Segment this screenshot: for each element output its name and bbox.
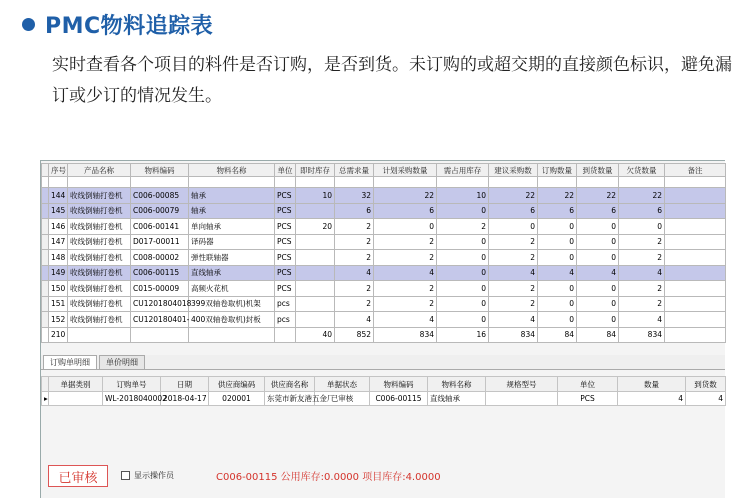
column-header[interactable]: 计划采购数量 (374, 164, 437, 177)
table-cell[interactable]: 10 (296, 188, 335, 204)
row-indicator[interactable] (42, 250, 49, 266)
table-cell[interactable]: 轴承 (189, 188, 275, 204)
table-cell[interactable]: 22 (577, 188, 619, 204)
table-cell[interactable]: 0 (374, 219, 437, 235)
total-cell: 16 (437, 327, 489, 343)
table-cell[interactable]: 收线倒轴打卷机 (68, 296, 131, 312)
table-cell[interactable] (665, 219, 726, 235)
table-cell[interactable]: 0 (437, 281, 489, 297)
table-cell[interactable]: 2 (335, 250, 374, 266)
table-cell[interactable]: C008-00002 (131, 250, 189, 266)
table-cell[interactable]: 收线倒轴打卷机 (68, 188, 131, 204)
table-cell[interactable]: 0 (538, 250, 577, 266)
table-cell[interactable]: pcs (275, 296, 296, 312)
table-cell[interactable]: 弹性联轴器 (189, 250, 275, 266)
column-header[interactable]: 产品名称 (68, 164, 131, 177)
row-indicator[interactable] (42, 265, 49, 281)
table-cell[interactable]: 2 (374, 281, 437, 297)
total-cell: 40 (296, 327, 335, 343)
table-cell[interactable]: 152 (49, 312, 68, 328)
column-header[interactable]: 备注 (665, 164, 726, 177)
table-cell[interactable]: 22 (374, 188, 437, 204)
table-cell[interactable]: 0 (538, 219, 577, 235)
table-cell[interactable]: 0 (538, 296, 577, 312)
table-cell[interactable]: 收线倒轴打卷机 (68, 203, 131, 219)
table-row[interactable] (42, 203, 726, 219)
table-cell[interactable] (665, 250, 726, 266)
row-indicator[interactable] (42, 312, 49, 328)
column-filter-cell[interactable] (489, 177, 538, 188)
table-cell[interactable]: 2 (619, 234, 665, 250)
table-cell[interactable]: PCS (275, 188, 296, 204)
show-operator-checkbox[interactable] (121, 470, 174, 481)
detail-cell[interactable]: 020001 (209, 392, 265, 406)
table-cell[interactable]: 高频火花机 (189, 281, 275, 297)
table-cell[interactable]: PCS (275, 250, 296, 266)
row-indicator[interactable] (42, 219, 49, 235)
table-cell[interactable]: 6 (489, 203, 538, 219)
row-indicator[interactable] (42, 281, 49, 297)
row-indicator[interactable] (42, 296, 49, 312)
table-cell[interactable]: PCS (275, 219, 296, 235)
table-cell[interactable]: 0 (437, 312, 489, 328)
table-cell[interactable]: 2 (374, 234, 437, 250)
detail-column-header[interactable]: 日期 (161, 377, 209, 392)
detail-cell[interactable]: 东莞市新友港五金厂 (265, 392, 315, 406)
table-cell[interactable]: 4 (335, 265, 374, 281)
app-window (40, 160, 725, 498)
table-cell[interactable]: 149 (49, 265, 68, 281)
detail-column-header[interactable]: 供应商名称 (265, 377, 315, 392)
table-cell[interactable]: 0 (538, 234, 577, 250)
table-cell[interactable]: 2 (619, 296, 665, 312)
table-cell[interactable]: 0 (577, 250, 619, 266)
table-cell[interactable]: 0 (437, 265, 489, 281)
table-cell[interactable]: D017-00011 (131, 234, 189, 250)
row-indicator[interactable] (42, 203, 49, 219)
table-cell[interactable]: 4 (619, 265, 665, 281)
table-cell[interactable] (665, 265, 726, 281)
table-cell[interactable]: 399双轴卷取机)机架 (189, 296, 275, 312)
column-header[interactable]: 序号 (49, 164, 68, 177)
table-cell[interactable]: 22 (619, 188, 665, 204)
table-cell[interactable]: 2 (374, 250, 437, 266)
table-row[interactable] (42, 312, 726, 328)
table-cell[interactable]: 轴承 (189, 203, 275, 219)
table-cell[interactable]: 32 (335, 188, 374, 204)
column-header[interactable]: 即时库存 (296, 164, 335, 177)
table-cell[interactable]: 收线倒轴打卷机 (68, 281, 131, 297)
page-heading (22, 8, 213, 40)
table-cell[interactable] (296, 265, 335, 281)
table-cell[interactable] (665, 312, 726, 328)
table-cell[interactable]: 0 (577, 234, 619, 250)
table-cell[interactable] (296, 312, 335, 328)
tracking-grid (41, 163, 726, 343)
row-indicator-header (42, 164, 49, 177)
table-cell[interactable]: 400双轴卷取机)封板 (189, 312, 275, 328)
table-cell[interactable]: CU120180401- (131, 312, 189, 328)
table-cell[interactable]: C006-00085 (131, 188, 189, 204)
table-cell[interactable]: 2 (335, 296, 374, 312)
bullet-dot-icon (22, 18, 35, 31)
table-cell[interactable]: PCS (275, 281, 296, 297)
column-header[interactable]: 建议采购数 (489, 164, 538, 177)
table-cell[interactable]: 2 (489, 234, 538, 250)
table-cell[interactable] (296, 296, 335, 312)
table-cell[interactable]: 4 (619, 312, 665, 328)
table-row[interactable] (42, 219, 726, 235)
detail-column-header[interactable]: 规格型号 (486, 377, 558, 392)
column-header[interactable]: 物料编码 (131, 164, 189, 177)
column-header[interactable]: 物料名称 (189, 164, 275, 177)
table-row[interactable] (42, 296, 726, 312)
footer-bar (41, 459, 725, 498)
table-cell[interactable]: 0 (538, 281, 577, 297)
row-indicator[interactable] (42, 188, 49, 204)
page-description: 实时查看各个项目的料件是否订购，是否到货。未订购的或超交期的直接颜色标识，避免漏订或少订的情况发生。 (52, 55, 732, 106)
table-cell[interactable]: 4 (489, 265, 538, 281)
table-cell[interactable]: 0 (538, 312, 577, 328)
detail-column-header[interactable]: 数量 (618, 377, 686, 392)
table-row[interactable] (42, 265, 726, 281)
detail-cell[interactable]: C006-00115 (370, 392, 428, 406)
table-cell[interactable]: 0 (437, 203, 489, 219)
table-cell[interactable]: 0 (577, 296, 619, 312)
checkbox-box-icon[interactable] (121, 471, 130, 480)
column-filter-cell[interactable] (131, 177, 189, 188)
table-cell[interactable]: C006-00141 (131, 219, 189, 235)
tab-order-details[interactable]: 订购单明细 (43, 355, 97, 369)
show-operator-label: 显示操作员 (134, 471, 174, 480)
total-cell: 84 (538, 327, 577, 343)
table-cell[interactable]: 收线倒轴打卷机 (68, 265, 131, 281)
table-cell[interactable]: 0 (619, 219, 665, 235)
total-cell: 834 (489, 327, 538, 343)
filter-indicator (42, 177, 49, 188)
table-cell[interactable]: 2 (489, 250, 538, 266)
table-cell[interactable]: 6 (538, 203, 577, 219)
table-cell[interactable] (296, 250, 335, 266)
column-filter-cell[interactable] (619, 177, 665, 188)
total-cell: 852 (335, 327, 374, 343)
table-cell[interactable]: 单向轴承 (189, 219, 275, 235)
detail-cell[interactable]: 直线轴承 (428, 392, 486, 406)
table-cell[interactable]: 0 (577, 219, 619, 235)
column-filter-cell[interactable] (335, 177, 374, 188)
table-cell[interactable] (296, 234, 335, 250)
table-cell[interactable]: 4 (335, 312, 374, 328)
table-cell[interactable]: 4 (489, 312, 538, 328)
table-cell[interactable]: 6 (577, 203, 619, 219)
table-cell[interactable]: 0 (577, 281, 619, 297)
detail-cell[interactable] (49, 392, 103, 406)
table-cell[interactable]: 145 (49, 203, 68, 219)
table-cell[interactable]: 4 (374, 312, 437, 328)
table-cell[interactable]: 收线倒轴打卷机 (68, 250, 131, 266)
total-cell: 84 (577, 327, 619, 343)
detail-column-header[interactable]: 单据类别 (49, 377, 103, 392)
table-row[interactable] (42, 234, 726, 250)
detail-cell[interactable] (486, 392, 558, 406)
row-indicator (42, 327, 49, 343)
detail-cell[interactable]: 2018-04-17 (161, 392, 209, 406)
detail-column-header[interactable]: 到货数 (686, 377, 726, 392)
table-cell[interactable]: 2 (335, 219, 374, 235)
total-cell (189, 327, 275, 343)
total-cell (275, 327, 296, 343)
table-cell[interactable]: 0 (437, 234, 489, 250)
order-detail-grid (41, 376, 726, 406)
table-cell[interactable]: 2 (335, 281, 374, 297)
detail-column-header[interactable]: 物料编码 (370, 377, 428, 392)
column-filter-cell[interactable] (577, 177, 619, 188)
detail-column-header[interactable]: 物料名称 (428, 377, 486, 392)
total-cell: 834 (374, 327, 437, 343)
table-cell[interactable]: 4 (374, 265, 437, 281)
detail-tabs (41, 355, 725, 370)
detail-column-header[interactable]: 单据状态 (315, 377, 370, 392)
table-cell[interactable] (665, 188, 726, 204)
column-filter-cell[interactable] (68, 177, 131, 188)
row-indicator[interactable] (42, 234, 49, 250)
table-row[interactable] (42, 281, 726, 297)
table-cell[interactable]: 4 (538, 265, 577, 281)
table-cell[interactable]: 译码器 (189, 234, 275, 250)
page-title: PMC物料追踪表 (45, 13, 214, 39)
detail-row[interactable] (42, 392, 726, 406)
table-cell[interactable]: PCS (275, 234, 296, 250)
table-cell[interactable]: 直线轴承 (189, 265, 275, 281)
total-cell (665, 327, 726, 343)
table-cell[interactable]: 146 (49, 219, 68, 235)
total-cell: 210 (49, 327, 68, 343)
table-cell[interactable]: CU1201804018 (131, 296, 189, 312)
table-cell[interactable]: 2 (619, 281, 665, 297)
table-cell[interactable]: 2 (335, 234, 374, 250)
column-filter-cell[interactable] (189, 177, 275, 188)
total-cell: 834 (619, 327, 665, 343)
table-cell[interactable]: 2 (437, 219, 489, 235)
detail-column-header[interactable]: 供应商编码 (209, 377, 265, 392)
detail-column-header[interactable]: 单位 (558, 377, 618, 392)
column-header[interactable]: 到货数量 (577, 164, 619, 177)
table-cell[interactable]: C006-00079 (131, 203, 189, 219)
column-filter-cell[interactable] (49, 177, 68, 188)
column-header[interactable]: 欠货数量 (619, 164, 665, 177)
current-row-arrow-icon: ▸ (42, 392, 49, 406)
table-cell[interactable]: PCS (275, 265, 296, 281)
table-cell[interactable]: 收线倒轴打卷机 (68, 312, 131, 328)
table-cell[interactable]: PCS (275, 203, 296, 219)
table-cell[interactable]: 6 (335, 203, 374, 219)
table-cell[interactable]: 0 (577, 312, 619, 328)
table-cell[interactable] (296, 281, 335, 297)
total-cell (68, 327, 131, 343)
column-filter-cell[interactable] (538, 177, 577, 188)
table-cell[interactable]: 2 (489, 296, 538, 312)
tab-price-details[interactable]: 单价明细 (99, 355, 145, 369)
stock-info-text: C006-00115 公用库存:0.0000 项目库存:4.0000 (216, 472, 441, 483)
table-cell[interactable]: 10 (437, 188, 489, 204)
column-header[interactable]: 总需求量 (335, 164, 374, 177)
table-cell[interactable]: 0 (437, 250, 489, 266)
table-row[interactable] (42, 250, 726, 266)
detail-cell[interactable]: 已审核 (315, 392, 370, 406)
detail-cell[interactable]: WL-2018040002 (103, 392, 161, 406)
table-cell[interactable] (665, 281, 726, 297)
row-indicator-header (42, 377, 49, 392)
total-cell (131, 327, 189, 343)
table-cell[interactable]: 4 (577, 265, 619, 281)
table-cell[interactable]: 151 (49, 296, 68, 312)
table-cell[interactable]: 20 (296, 219, 335, 235)
column-header[interactable]: 单位 (275, 164, 296, 177)
detail-cell[interactable]: 4 (686, 392, 726, 406)
table-cell[interactable]: 6 (619, 203, 665, 219)
table-cell[interactable]: 0 (437, 296, 489, 312)
table-cell[interactable]: 148 (49, 250, 68, 266)
table-row[interactable] (42, 188, 726, 204)
table-cell[interactable]: 150 (49, 281, 68, 297)
table-cell[interactable] (665, 234, 726, 250)
table-cell[interactable]: 2 (619, 250, 665, 266)
table-cell[interactable]: pcs (275, 312, 296, 328)
table-cell[interactable]: 144 (49, 188, 68, 204)
detail-cell[interactable]: PCS (558, 392, 618, 406)
column-header[interactable]: 需占用库存 (437, 164, 489, 177)
detail-cell[interactable]: 4 (618, 392, 686, 406)
table-cell[interactable] (296, 203, 335, 219)
column-filter-cell[interactable] (374, 177, 437, 188)
table-cell[interactable]: C015-00009 (131, 281, 189, 297)
audit-status-button[interactable]: 已审核 (48, 465, 108, 487)
table-cell[interactable] (665, 296, 726, 312)
column-filter-cell[interactable] (437, 177, 489, 188)
table-cell[interactable]: 收线倒轴打卷机 (68, 234, 131, 250)
table-cell[interactable]: 147 (49, 234, 68, 250)
column-header[interactable]: 订购数量 (538, 164, 577, 177)
table-cell[interactable] (665, 203, 726, 219)
detail-column-header[interactable]: 订购单号 (103, 377, 161, 392)
total-row (42, 327, 726, 343)
table-cell[interactable]: 2 (374, 296, 437, 312)
table-cell[interactable]: 收线倒轴打卷机 (68, 219, 131, 235)
table-cell[interactable]: 6 (374, 203, 437, 219)
table-cell[interactable]: 2 (489, 281, 538, 297)
table-cell[interactable]: 0 (489, 219, 538, 235)
table-cell[interactable]: 22 (538, 188, 577, 204)
column-filter-cell[interactable] (275, 177, 296, 188)
table-cell[interactable]: C006-00115 (131, 265, 189, 281)
column-filter-cell[interactable] (665, 177, 726, 188)
column-filter-cell[interactable] (296, 177, 335, 188)
table-cell[interactable]: 22 (489, 188, 538, 204)
